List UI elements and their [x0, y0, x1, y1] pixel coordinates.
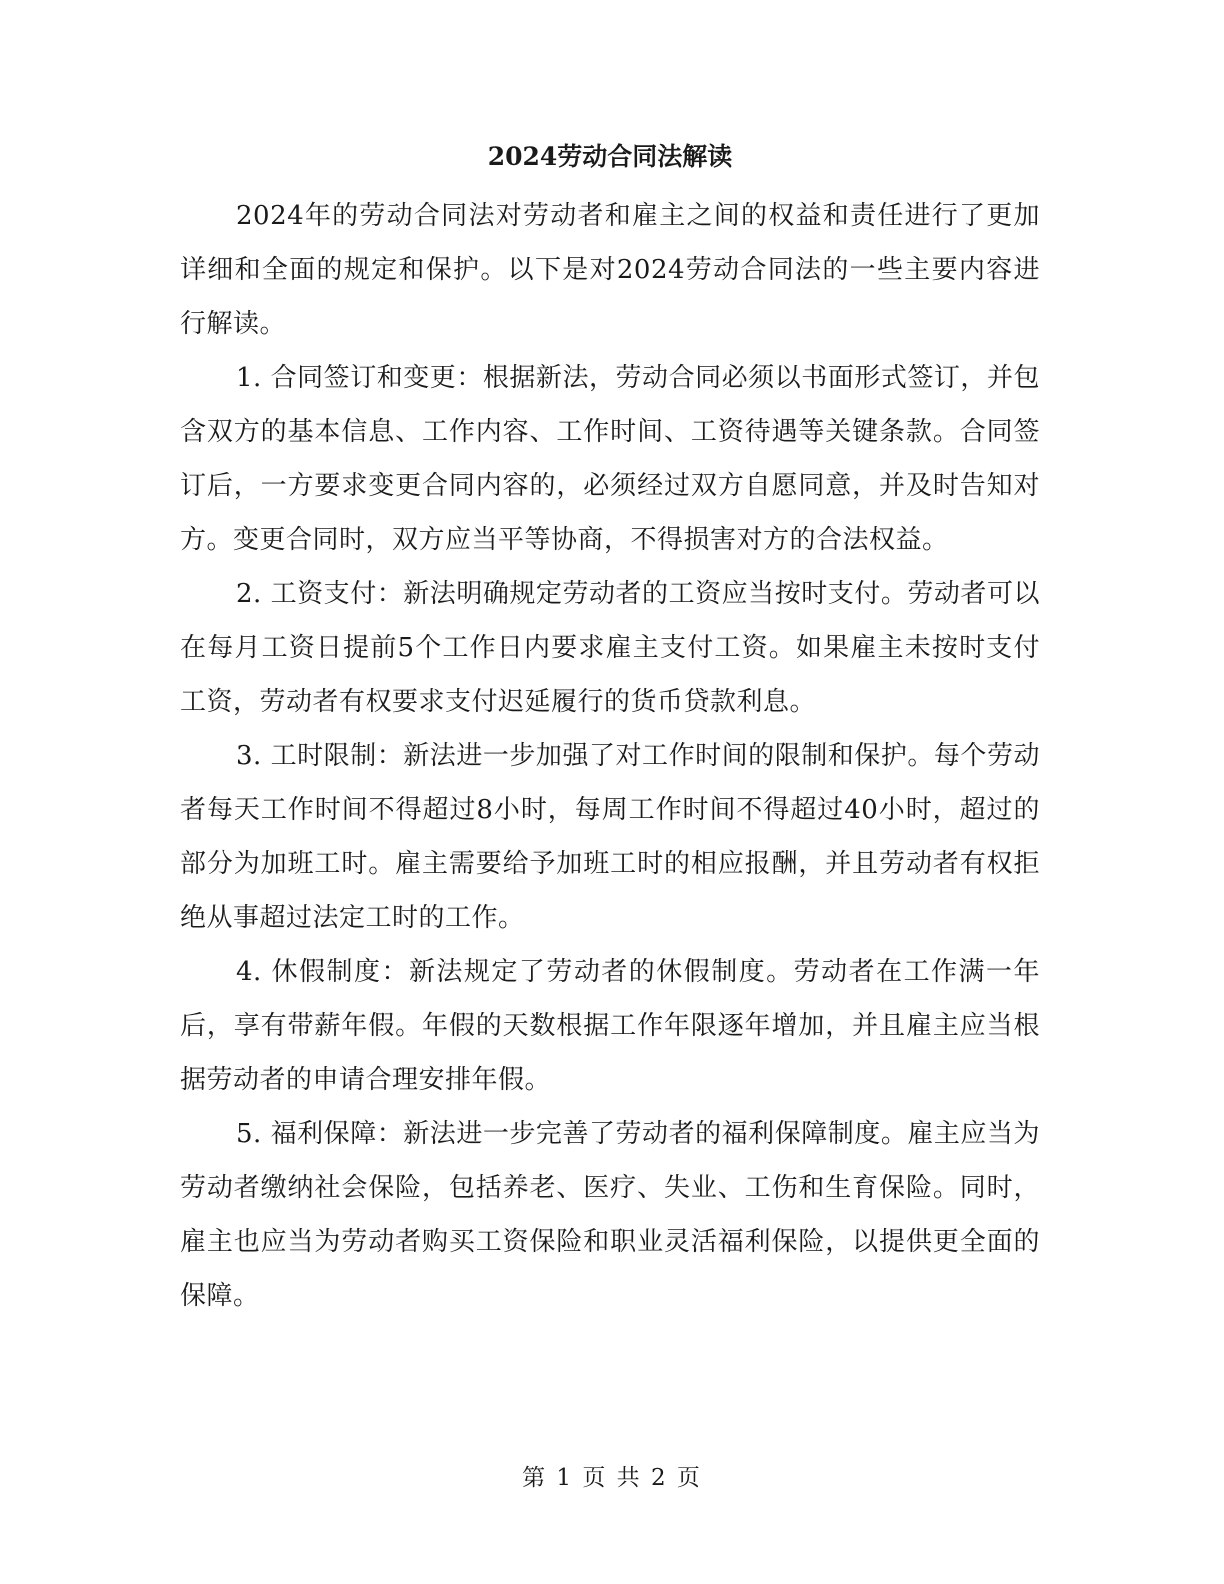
document-body — [180, 138, 1040, 1323]
document-title: 2024劳动合同法解读 — [487, 142, 733, 171]
paragraph-wage-payment: 2. 工资支付：新法明确规定劳动者的工资应当按时支付。劳动者可以在每月工资日提前5个工作日内要求雇主支付工资。如果雇主未按时支付工资，劳动者有权要求支付迟延履行的货币贷款利息。 — [180, 579, 1040, 717]
intro-paragraph: 2024年的劳动合同法对劳动者和雇主之间的权益和责任进行了更加详细和全面的规定和保护。以下是对2024劳动合同法的一些主要内容进行解读。 — [180, 201, 1040, 339]
paragraph-welfare: 5. 福利保障：新法进一步完善了劳动者的福利保障制度。雇主应当为劳动者缴纳社会保险，包括养老、医疗、失业、工伤和生育保险。同时，雇主也应当为劳动者购买工资保险和职业灵活福利保险，以提供更全面的保障。 — [180, 1119, 1040, 1311]
paragraph-working-hours: 3. 工时限制：新法进一步加强了对工作时间的限制和保护。每个劳动者每天工作时间不得超过8小时，每周工作时间不得超过40小时，超过的部分为加班工时。雇主需要给予加班工时的相应报酬，并且劳动者有权拒绝从事超过法定工时的工作。 — [180, 741, 1040, 933]
paragraph-leave-system: 4. 休假制度：新法规定了劳动者的休假制度。劳动者在工作满一年后，享有带薪年假。年假的天数根据工作年限逐年增加，并且雇主应当根据劳动者的申请合理安排年假。 — [180, 957, 1040, 1095]
page-footer: 第 1 页 共 2 页 — [522, 1465, 702, 1491]
paragraph-contract-signing: 1. 合同签订和变更：根据新法，劳动合同必须以书面形式签订，并包含双方的基本信息、工作内容、工作时间、工资待遇等关键条款。合同签订后，一方要求变更合同内容的，必须经过双方自愿同意，并及时告知对方。变更合同时，双方应当平等协商，不得损害对方的合法权益。 — [180, 363, 1040, 555]
